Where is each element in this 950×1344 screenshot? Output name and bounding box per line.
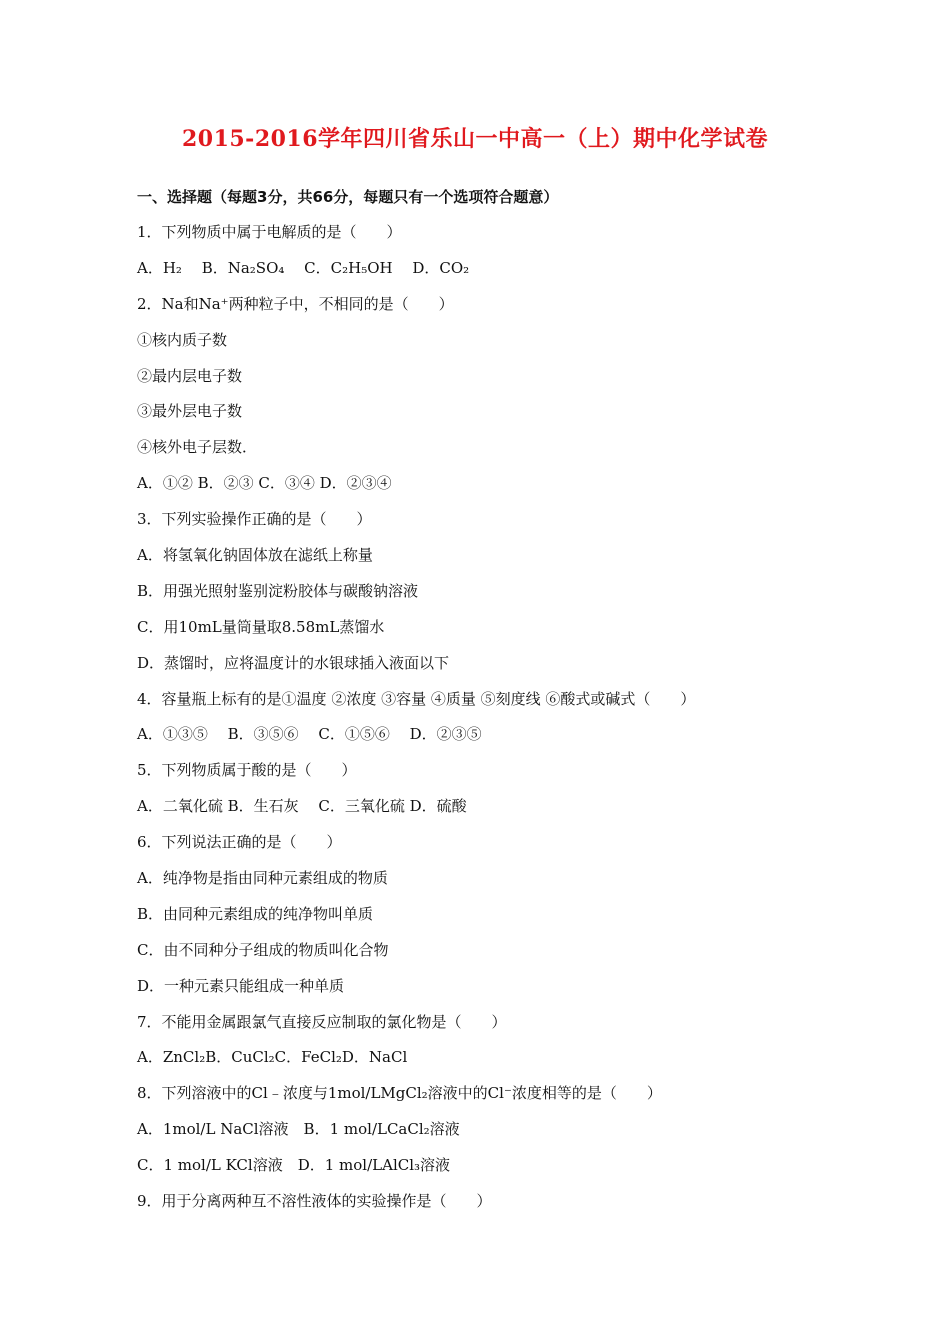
question-line: 2．Na和Na⁺两种粒子中，不相同的是（ ） bbox=[137, 294, 454, 313]
option-line: A．H₂ B．Na₂SO₄ C．C₂H₅OH D．CO₂ bbox=[137, 258, 470, 277]
list-item: ②最内层电子数 bbox=[137, 366, 243, 385]
question-line: 8．下列溶液中的Cl﹣浓度与1mol/LMgCl₂溶液中的Cl⁻浓度相等的是（ ） bbox=[137, 1084, 662, 1103]
option-line: B．由同种元素组成的纯净物叫单质 bbox=[137, 904, 374, 923]
option-line: B．用强光照射鉴别淀粉胶体与碳酸钠溶液 bbox=[137, 581, 419, 600]
question-line: 9．用于分离两种互不溶性液体的实验操作是（ ） bbox=[137, 1192, 492, 1211]
option-line: C．由不同种分子组成的物质叫化合物 bbox=[137, 940, 389, 959]
option-line: A．①② B．②③ C．③④ D．②③④ bbox=[137, 474, 392, 493]
option-line: A．二氧化硫 B．生石灰 C．三氧化硫 D．硫酸 bbox=[137, 797, 467, 816]
question-line: 3．下列实验操作正确的是（ ） bbox=[137, 510, 372, 529]
section-heading: 一、选择题（每题3分，共66分，每题只有一个选项符合题意） bbox=[137, 188, 559, 206]
question-line: 6．下列说法正确的是（ ） bbox=[137, 833, 342, 852]
list-item: ①核内质子数 bbox=[137, 330, 228, 349]
question-list bbox=[137, 222, 837, 1227]
option-line: D．蒸馏时，应将温度计的水银球插入液面以下 bbox=[137, 653, 450, 672]
option-line: C．用10mL量筒量取8.58mL蒸馏水 bbox=[137, 617, 385, 636]
list-item: ④核外电子层数． bbox=[137, 438, 258, 457]
option-line: D．一种元素只能组成一种单质 bbox=[137, 976, 345, 995]
question-line: 4．容量瓶上标有的是①温度 ②浓度 ③容量 ④质量 ⑤刻度线 ⑥酸式或碱式（ ） bbox=[137, 689, 696, 708]
option-line: A．纯净物是指由同种元素组成的物质 bbox=[137, 869, 388, 888]
exam-title: 2015-2016学年四川省乐山一中高一（上）期中化学试卷 bbox=[181, 126, 769, 152]
list-item: ③最外层电子数 bbox=[137, 402, 243, 421]
question-line: 5．下列物质属于酸的是（ ） bbox=[137, 761, 357, 780]
option-line: C．1 mol/L KCl溶液 D．1 mol/LAlCl₃溶液 bbox=[137, 1156, 451, 1175]
option-line: A．ZnCl₂B．CuCl₂C．FeCl₂D．NaCl bbox=[137, 1048, 408, 1067]
question-line: 7．不能用金属跟氯气直接反应制取的氯化物是（ ） bbox=[137, 1012, 507, 1031]
question-line: 1．下列物质中属于电解质的是（ ） bbox=[137, 223, 402, 241]
option-line: A．1mol/L NaCl溶液 B．1 mol/LCaCl₂溶液 bbox=[137, 1120, 460, 1139]
option-line: A．将氢氧化钠固体放在滤纸上称量 bbox=[137, 546, 373, 565]
option-line: A．①③⑤ B．③⑤⑥ C．①⑤⑥ D．②③⑤ bbox=[137, 725, 482, 744]
